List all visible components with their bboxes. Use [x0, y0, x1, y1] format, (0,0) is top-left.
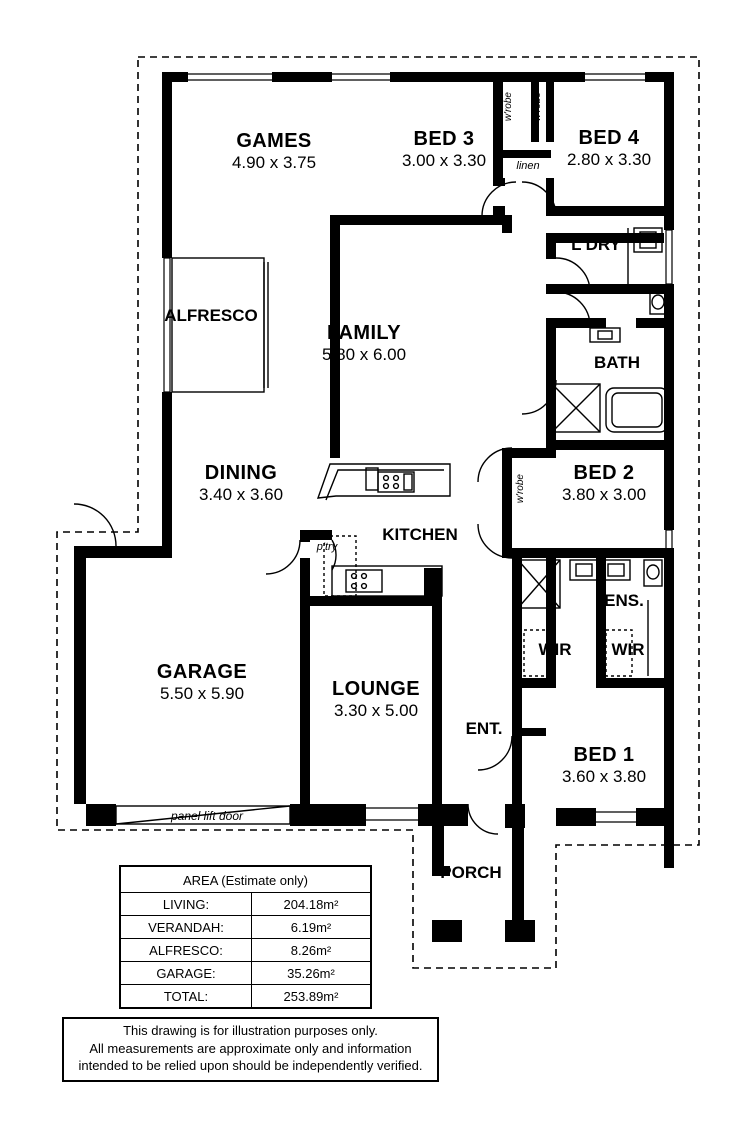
label-alfresco: ALFRESCO — [164, 306, 258, 325]
room-label — [174, 130, 374, 173]
label-linen: linen — [516, 160, 540, 172]
area-value: 204.18m² — [252, 893, 372, 916]
room-label — [151, 462, 331, 505]
area-key: TOTAL: — [120, 985, 252, 1009]
label-pantry: p'try — [316, 541, 338, 553]
table-row — [120, 985, 371, 1009]
room-name: FAMILY — [327, 322, 401, 344]
room-label — [286, 678, 466, 721]
area-table-title: AREA (Estimate only) — [183, 872, 308, 888]
area-key: GARAGE: — [120, 962, 252, 985]
room-dimension: 3.60 x 3.80 — [561, 767, 647, 786]
area-value: 6.19m² — [252, 916, 372, 939]
room-label — [514, 744, 694, 787]
room-name: BED 2 — [573, 462, 635, 484]
label-panel-lift-door: panel lift door — [170, 809, 244, 823]
area-key: VERANDAH: — [120, 916, 252, 939]
room-dimension: 5.80 x 6.00 — [321, 345, 407, 364]
table-row — [120, 962, 371, 985]
room-label — [274, 322, 454, 365]
label-wir-left: WIR — [538, 640, 572, 659]
label-kitchen: KITCHEN — [382, 525, 458, 544]
label-bath: BATH — [594, 353, 640, 372]
room-dimension: 3.30 x 5.00 — [333, 701, 419, 720]
disclaimer-line-2: All measurements are approximate only and information — [89, 1040, 412, 1056]
room-name: GAMES — [236, 130, 312, 152]
table-row — [120, 893, 371, 916]
label-porch: PORCH — [440, 863, 502, 882]
room-name: GARAGE — [156, 661, 248, 683]
room-name: DINING — [204, 462, 278, 484]
disclaimer-line-1: This drawing is for illustration purposes only. — [123, 1023, 378, 1038]
label-wir-right: WIR — [611, 640, 645, 659]
area-value: 35.26m² — [252, 962, 372, 985]
room-name: BED 1 — [573, 744, 635, 766]
table-row — [120, 939, 371, 962]
label-wardrobe-bed4: w'robe — [532, 92, 543, 122]
area-key: LIVING: — [120, 893, 252, 916]
room-dimension: 2.80 x 3.30 — [566, 150, 652, 169]
room-dimension: 3.80 x 3.00 — [561, 485, 647, 504]
label-laundry: L'DRY — [571, 235, 621, 254]
disclaimer-box — [62, 1017, 439, 1082]
room-dimension: 4.90 x 3.75 — [231, 153, 317, 172]
room-dimension: 5.50 x 5.90 — [159, 684, 245, 703]
room-label — [514, 462, 694, 505]
label-wardrobe-bed2: w'robe — [515, 474, 526, 504]
room-name: BED 4 — [578, 127, 640, 149]
room-dimension: 3.00 x 3.30 — [401, 151, 487, 170]
label-entry: ENT. — [465, 719, 503, 738]
area-key: ALFRESCO: — [120, 939, 252, 962]
room-label — [112, 661, 292, 704]
area-table — [119, 865, 372, 1009]
room-name: BED 3 — [413, 128, 475, 150]
label-ensuite: ENS. — [604, 591, 644, 610]
disclaimer-line-3: intended to be relied upon should be independently verified. — [78, 1058, 423, 1074]
room-name: LOUNGE — [332, 678, 420, 700]
table-row — [120, 916, 371, 939]
area-value: 8.26m² — [252, 939, 372, 962]
area-value: 253.89m² — [252, 985, 372, 1009]
label-wardrobe-bed3: w'robe — [503, 92, 514, 122]
room-dimension: 3.40 x 3.60 — [198, 485, 284, 504]
